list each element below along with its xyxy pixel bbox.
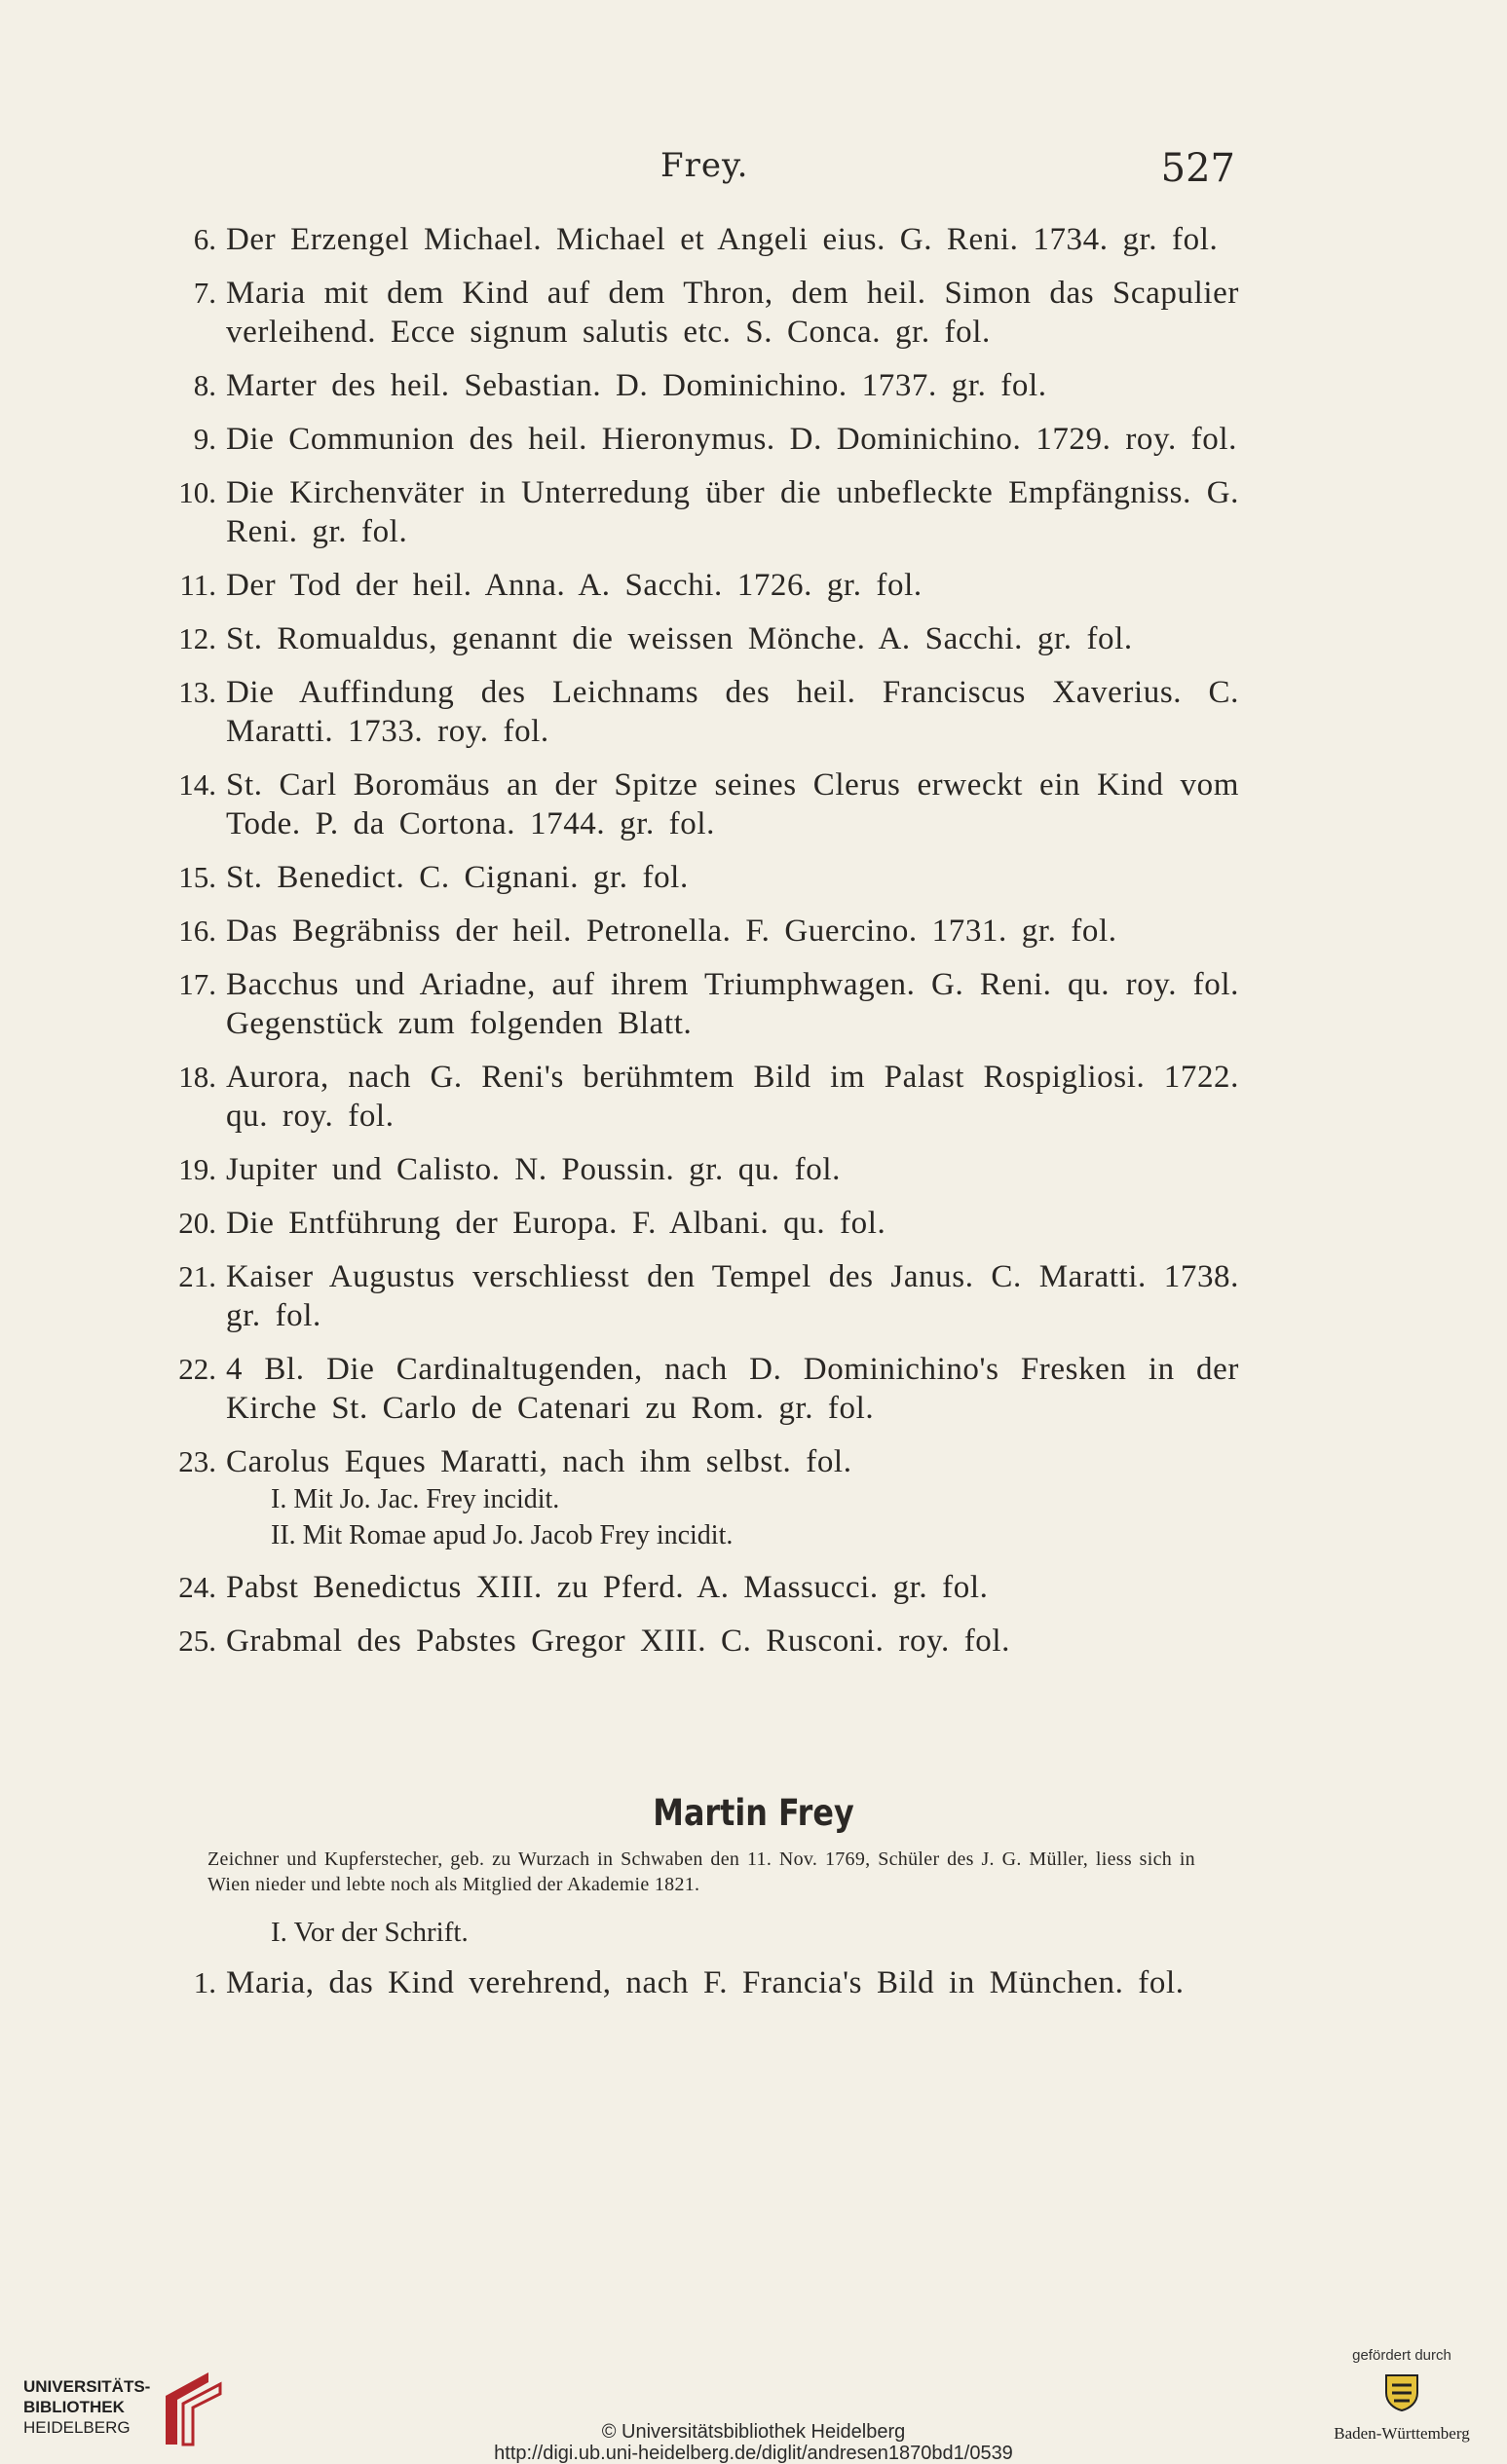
entry-text: Grabmal des Pabstes Gregor XIII. C. Rusconi. roy. fol. <box>226 1624 1011 1659</box>
catalogue-entry <box>0 1568 1507 1607</box>
entry-text: Die Auffindung des Leichnams des heil. Franciscus Xaverius. C. Maratti. 1733. roy. fol. <box>226 675 1239 749</box>
entry-number: 24. <box>178 1570 216 1604</box>
page-number: 527 <box>1160 146 1235 191</box>
entry-number: 22. <box>178 1352 216 1386</box>
catalogue-entry <box>0 1257 1507 1335</box>
entry-number: 23. <box>178 1444 216 1478</box>
catalogue-entry <box>0 1350 1507 1428</box>
entry-text: Der Erzengel Michael. Michael et Angeli eius. G. Reni. 1734. gr. fol. <box>226 222 1219 257</box>
catalogue-entry <box>0 366 1507 405</box>
coat-of-arms-icon <box>1382 2371 1421 2412</box>
catalogue-entry <box>0 566 1507 605</box>
entry-text: Die Kirchenväter in Unterredung über die unbefleckte Empfängniss. G. Reni. gr. fol. <box>226 475 1239 549</box>
entry-number: 20. <box>178 1206 216 1240</box>
entry-number: 19. <box>178 1152 216 1186</box>
entry-text: Die Communion des heil. Hieronymus. D. Dominichino. 1729. roy. fol. <box>226 422 1237 457</box>
entry-number: 15. <box>178 860 216 894</box>
sponsor-block <box>1319 2337 1485 2450</box>
artist-heading: Martin Frey <box>653 1792 854 1834</box>
entry-state: I. Mit Jo. Jac. Frey incidit. <box>271 1484 560 1514</box>
entry-number: 21. <box>178 1259 216 1293</box>
state-label: I. Vor der Schrift. <box>271 1917 469 1948</box>
catalogue-entry <box>0 673 1507 751</box>
entry-number: 16. <box>178 914 216 948</box>
sponsor-name: Baden-Württemberg <box>1334 2424 1470 2443</box>
catalogue-entry <box>0 220 1507 259</box>
catalogue-entry <box>0 274 1507 352</box>
entry-number: 12. <box>178 621 216 655</box>
entry-number: 6. <box>193 222 216 256</box>
catalogue-entry <box>0 473 1507 551</box>
sponsor-label: gefördert durch <box>1352 2347 1451 2364</box>
entry-text: Jupiter und Calisto. N. Poussin. gr. qu. fol. <box>226 1152 841 1187</box>
catalogue-entry <box>0 858 1507 897</box>
entry-text: Aurora, nach G. Reni's berühmtem Bild im Palast Rospigliosi. 1722. qu. roy. fol. <box>226 1060 1239 1134</box>
library-name: UNIVERSITÄTS- BIBLIOTHEK HEIDELBERG <box>23 2377 151 2437</box>
catalogue-entries-martin <box>0 1963 1507 2017</box>
entry-text: Die Entführung der Europa. F. Albani. qu. fol. <box>226 1206 886 1241</box>
entry-number: 25. <box>178 1624 216 1658</box>
entry-number: 7. <box>193 276 216 310</box>
entry-number: 14. <box>178 767 216 802</box>
entry-text: Marter des heil. Sebastian. D. Dominichino. 1737. gr. fol. <box>226 368 1047 403</box>
catalogue-entry <box>0 1442 1507 1553</box>
catalogue-entry <box>0 1963 1507 2002</box>
catalogue-entry <box>0 1622 1507 1661</box>
digitization-footer <box>0 2337 1507 2464</box>
entry-number: 18. <box>178 1060 216 1094</box>
entry-number: 13. <box>178 675 216 709</box>
entry-number: 1. <box>193 1965 216 1999</box>
permalink[interactable]: http://digi.ub.uni-heidelberg.de/diglit/andresen1870bd1/0539 <box>494 2443 1013 2464</box>
entry-text: Maria, das Kind verehrend, nach F. Francia's Bild in München. fol. <box>226 1965 1185 2000</box>
artist-biography: Zeichner und Kupferstecher, geb. zu Wurzach in Schwaben den 11. Nov. 1769, Schüler des J. G. Müller, liess sich in Wien nieder und lebte noch als Mitglied der Akademie 1821. <box>207 1848 1195 1895</box>
catalogue-entry <box>0 965 1507 1043</box>
copyright-text: © Universitätsbibliothek Heidelberg <box>601 2421 906 2443</box>
entry-number: 10. <box>178 475 216 509</box>
entry-text: St. Benedict. C. Cignani. gr. fol. <box>226 860 689 895</box>
entry-number: 11. <box>179 568 216 602</box>
catalogue-entry <box>0 912 1507 951</box>
entry-number: 9. <box>193 422 216 456</box>
running-head <box>0 146 1507 193</box>
catalogue-entry <box>0 765 1507 843</box>
entry-number: 17. <box>178 967 216 1001</box>
catalogue-entry <box>0 1150 1507 1189</box>
entry-text: Kaiser Augustus verschliesst den Tempel des Janus. C. Maratti. 1738. gr. fol. <box>226 1259 1239 1333</box>
entry-text: Pabst Benedictus XIII. zu Pferd. A. Massucci. gr. fol. <box>226 1570 989 1605</box>
entry-text: 4 Bl. Die Cardinaltugenden, nach D. Dominichino's Fresken in der Kirche St. Carlo de Catenari zu Rom. gr. fol. <box>226 1352 1239 1426</box>
catalogue-entry <box>0 1204 1507 1243</box>
entry-text: Der Tod der heil. Anna. A. Sacchi. 1726. gr. fol. <box>226 568 923 603</box>
running-head-title: Frey. <box>660 146 749 185</box>
catalogue-entry <box>0 1058 1507 1136</box>
catalogue-entry <box>0 619 1507 658</box>
entry-text: Das Begräbniss der heil. Petronella. F. Guercino. 1731. gr. fol. <box>226 914 1117 949</box>
entry-text: Carolus Eques Maratti, nach ihm selbst. fol. <box>226 1444 852 1479</box>
entry-number: 8. <box>193 368 216 402</box>
entry-text: St. Carl Boromäus an der Spitze seines Clerus erweckt ein Kind vom Tode. P. da Cortona. 1744. gr. fol. <box>226 767 1239 841</box>
entry-text: Maria mit dem Kind auf dem Thron, dem heil. Simon das Scapulier verleihend. Ecce signum salutis etc. S. Conca. gr. fol. <box>226 276 1239 350</box>
catalogue-entries <box>0 220 1507 1675</box>
catalogue-entry <box>0 420 1507 459</box>
entry-state: II. Mit Romae apud Jo. Jacob Frey incidit. <box>271 1520 734 1550</box>
entry-text: Bacchus und Ariadne, auf ihrem Triumphwagen. G. Reni. qu. roy. fol. Gegenstück zum folgenden Blatt. <box>226 967 1239 1041</box>
copyright-block <box>0 2421 1507 2464</box>
entry-text: St. Romualdus, genannt die weissen Mönche. A. Sacchi. gr. fol. <box>226 621 1133 656</box>
